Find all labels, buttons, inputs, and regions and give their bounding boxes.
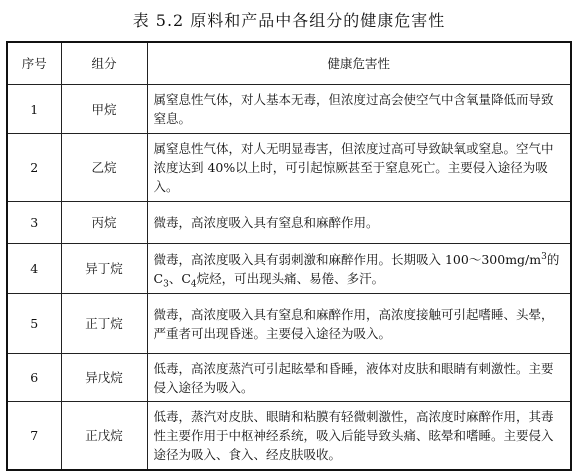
hazard-text: 微毒，高浓度吸入具有弱刺激和麻醉作用。长期吸入 100～300mg/m xyxy=(153,251,542,267)
hazard-superscript: 3 xyxy=(541,251,547,262)
hazard-table-container xyxy=(6,41,572,471)
table-title: 表 5.2 原料和产品中各组分的健康危害性 xyxy=(132,11,446,30)
row-hazard: 属窒息性气体，对人基本无毒，但浓度过高会使空气中含氧量降低而导致窒息。 xyxy=(147,85,571,134)
row-component: 正丁烷 xyxy=(61,294,147,354)
row-hazard: 属窒息性气体，对人无明显毒害，但浓度过高可导致缺氧或窒息。空气中浓度达到 40%以上时，可引起惊厥甚至于窒息死亡。主要侵入途径为吸入。 xyxy=(147,134,571,202)
hazard-text: 的 C xyxy=(153,251,560,286)
table-row xyxy=(7,244,571,294)
row-component: 甲烷 xyxy=(61,85,147,134)
header-component: 组分 xyxy=(61,42,147,85)
row-component: 正戊烷 xyxy=(61,402,147,470)
row-component: 异戊烷 xyxy=(61,354,147,402)
hazard-subscript: 3 xyxy=(163,279,169,289)
hazard-table xyxy=(6,41,572,471)
row-index: 5 xyxy=(7,294,61,354)
row-component: 乙烷 xyxy=(61,134,147,202)
table-row xyxy=(7,134,571,202)
header-hazard: 健康危害性 xyxy=(147,42,571,85)
row-index: 2 xyxy=(7,134,61,202)
table-row xyxy=(7,202,571,244)
table-row xyxy=(7,85,571,134)
table-header-row xyxy=(7,42,571,85)
table-row xyxy=(7,294,571,354)
hazard-subscript: 4 xyxy=(190,279,197,289)
row-component: 丙烷 xyxy=(61,202,147,244)
table-row xyxy=(7,402,571,470)
header-index: 序号 xyxy=(7,42,61,85)
row-index: 3 xyxy=(7,202,61,244)
row-index: 1 xyxy=(7,85,61,134)
row-hazard: 低毒，高浓度蒸汽可引起眩晕和昏睡，液体对皮肤和眼睛有刺激性。主要侵入途径为吸入。 xyxy=(147,354,571,402)
hazard-text: 烷烃，可出现头痛、易倦、多汗。 xyxy=(196,270,385,286)
hazard-text: 、C xyxy=(168,270,191,286)
row-component: 异丁烷 xyxy=(61,244,147,294)
row-index: 4 xyxy=(7,244,61,294)
row-hazard: 低毒，蒸汽对皮肤、眼睛和粘膜有轻微刺激性，高浓度时麻醉作用，其毒性主要作用于中枢神经系统，吸入后能导致头痛、眩晕和嗜睡。主要侵入途径为吸入、食入、经皮肤吸收。 xyxy=(147,402,571,470)
row-index: 7 xyxy=(7,402,61,470)
table-row xyxy=(7,354,571,402)
row-hazard xyxy=(147,244,571,294)
row-hazard: 微毒，高浓度吸入具有窒息和麻醉作用。 xyxy=(147,202,571,244)
row-hazard: 微毒，高浓度吸入具有窒息和麻醉作用，高浓度接触可引起嗜睡、头晕，严重者可出现昏迷。主要侵入途径为吸入。 xyxy=(147,294,571,354)
row-index: 6 xyxy=(7,354,61,402)
